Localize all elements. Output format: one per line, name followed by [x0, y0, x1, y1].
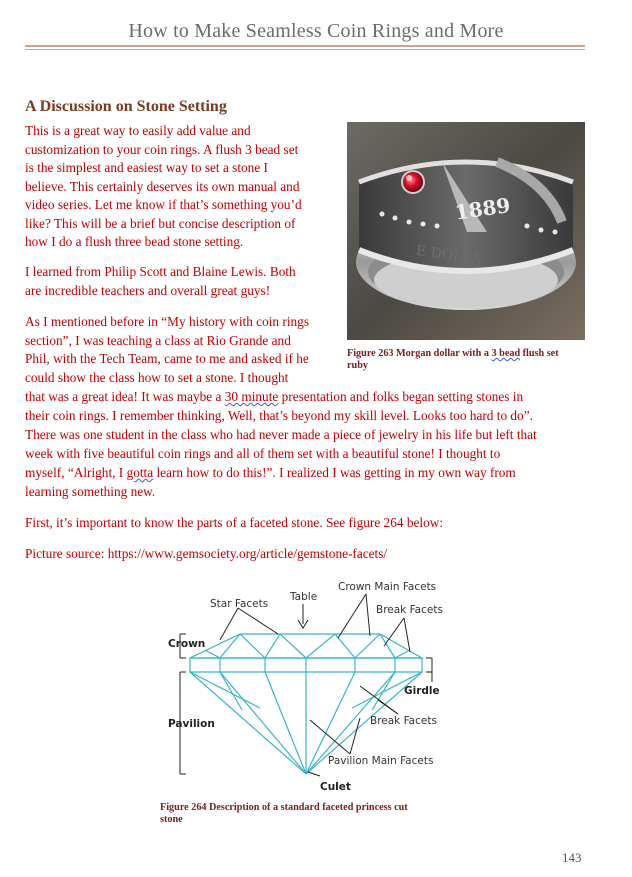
- body-line: learning something new.: [25, 484, 156, 499]
- body-line: [25, 388, 523, 407]
- spellcheck-underlined-text: gotta: [126, 465, 154, 480]
- page-header-title: How to Make Seamless Coin Rings and More: [128, 20, 504, 42]
- body-line: I learned from Philip Scott and Blaine Lewis. Both: [25, 264, 296, 279]
- body-text: presentation and folks began setting stones in: [278, 389, 524, 404]
- label-culet: Culet: [320, 781, 351, 793]
- coin-year: 1889: [453, 193, 512, 225]
- label-break-facets-bottom: Break Facets: [370, 715, 437, 727]
- label-table: Table: [290, 591, 318, 603]
- label-star-facets: Star Facets: [210, 598, 269, 610]
- label-girdle: Girdle: [404, 685, 440, 697]
- body-line: First, it’s important to know the parts of a faceted stone. See figure 264 below:: [25, 515, 444, 530]
- body-line: Phil, with the Tech Team, came to me and asked if he: [25, 351, 309, 366]
- body-line: believe. This certainly deserves its own manual and: [25, 178, 300, 194]
- body-line: There was one student in the class who had never made a piece of jewelry in his life but left that: [25, 427, 537, 442]
- caption-text: Figure 263 Morgan dollar with a: [347, 348, 492, 359]
- body-line: are incredible teachers and overall great guys!: [25, 282, 271, 298]
- figure-263-caption: [347, 348, 592, 372]
- coin-lettering: E DOLLA: [414, 242, 483, 268]
- body-line: how I do a flush three bead stone setting.: [25, 234, 244, 249]
- body-line: could show the class how to set a stone. I thought: [25, 369, 289, 385]
- label-pavilion: Pavilion: [168, 718, 215, 730]
- body-line: This is a great way to easily add value and: [25, 123, 251, 138]
- header-rule: [25, 45, 585, 50]
- coin-ring-photo: [347, 122, 585, 340]
- body-line: section”, I was teaching a class at Rio Grande and: [25, 332, 291, 348]
- caption-text: ruby: [347, 360, 368, 371]
- body-text: that was a great idea! It was maybe a: [25, 389, 225, 404]
- caption-text: stone: [160, 814, 183, 825]
- body-line: week with five beautiful coin rings and all of them set with a beautiful stone! I thought to: [25, 446, 501, 461]
- label-break-facets-top: Break Facets: [376, 604, 443, 616]
- body-line: their coin rings. I remember thinking, Well, that’s beyond my skill level. Looks too hard to do”.: [25, 408, 533, 423]
- diamond-diagram: [160, 578, 460, 798]
- section-heading: A Discussion on Stone Setting: [25, 98, 227, 115]
- page-number: 143: [562, 850, 582, 865]
- coin-ring-illustration: [347, 122, 585, 340]
- diamond-outline: [190, 634, 422, 774]
- spellcheck-underlined-text: 3 bead: [491, 348, 521, 359]
- body-text: learn how to do this!”. I realized I was getting in my own way from: [153, 465, 516, 480]
- body-line: is the simplest and easiest way to set a stone I: [25, 160, 268, 175]
- spellcheck-underlined-text: 30 minute: [224, 389, 279, 404]
- body-text: myself, “Alright, I: [25, 465, 127, 480]
- gemstone-facet-diagram: [160, 578, 460, 798]
- caption-text: flush set: [520, 348, 559, 359]
- body-line: customization to your coin rings. A flush 3 bead set: [25, 141, 299, 157]
- figure-264-caption: [160, 802, 460, 826]
- body-line: video series. Let me know if that’s something you’d: [25, 197, 302, 212]
- body-line: [25, 464, 516, 483]
- caption-text: Figure 264 Description of a standard faceted princess cut: [160, 802, 408, 813]
- body-line: As I mentioned before in “My history with coin rings: [25, 314, 309, 329]
- label-crown: Crown: [168, 638, 206, 650]
- label-crown-main-facets: Crown Main Facets: [338, 581, 437, 593]
- label-pavilion-main-facets: Pavilion Main Facets: [328, 755, 434, 767]
- body-line: like? This will be a brief but concise description of: [25, 215, 296, 231]
- body-line: Picture source: https://www.gemsociety.org/article/gemstone-facets/: [25, 546, 388, 561]
